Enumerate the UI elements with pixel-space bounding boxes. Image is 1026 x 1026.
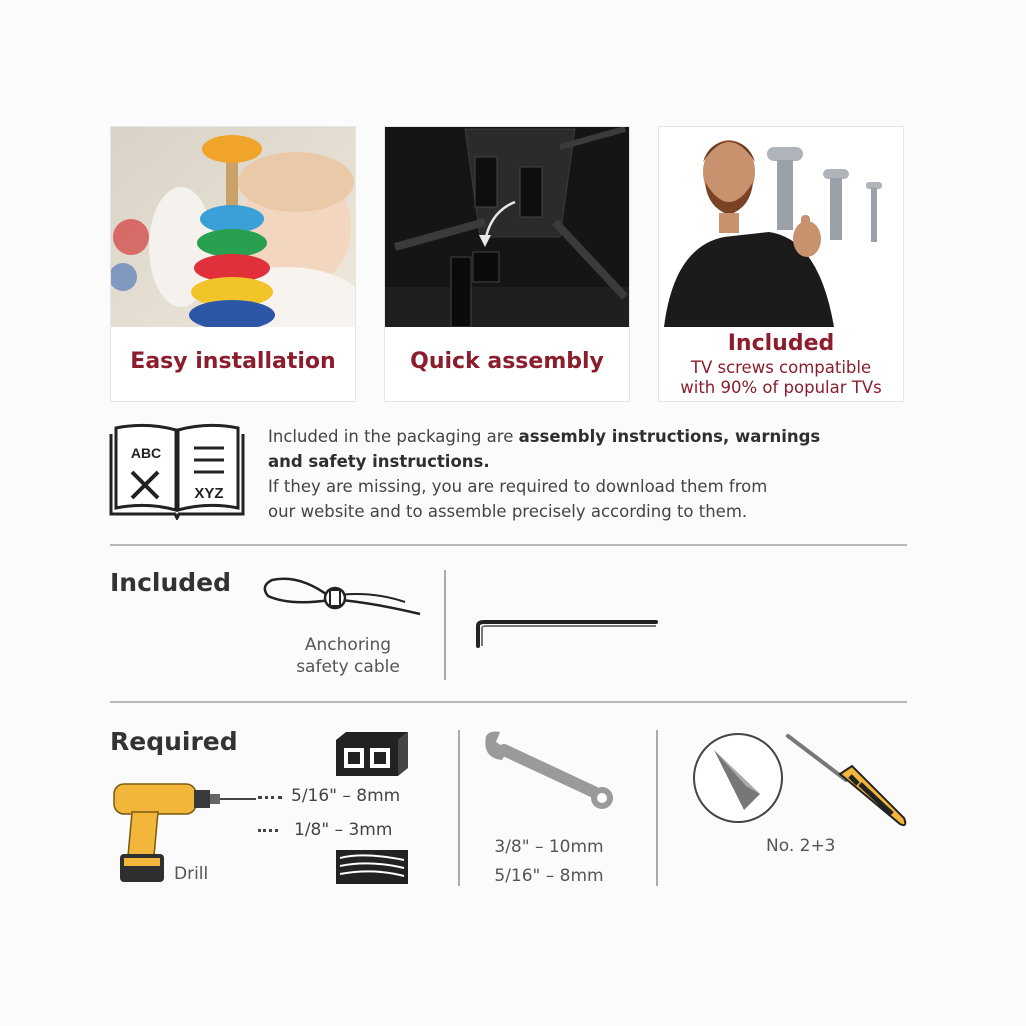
brick-wall-icon <box>334 730 410 778</box>
screwdriver-size: No. 2+3 <box>766 836 836 856</box>
wall-mount-bracket-photo <box>385 127 629 327</box>
wrench-icon <box>478 730 620 810</box>
safety-cable-label: Anchoring safety cable <box>296 635 400 677</box>
instructions-note: Included in the packaging are assembly instructions, warnings and safety instructions. If they are missing, you are required to download them from our website and to assemble precisely according to them. <box>268 427 821 521</box>
baby-stacking-toy-photo <box>111 127 355 327</box>
wrench-sizes: 3/8" – 10mm 5/16" – 8mm <box>494 837 604 886</box>
card-included-screws <box>658 126 904 402</box>
required-heading: Required <box>110 727 238 756</box>
bit-small-icon <box>258 796 282 805</box>
instruction-book-icon <box>108 422 246 520</box>
screwdriver-icon <box>784 732 914 832</box>
book-xyz-text: XYZ <box>194 485 224 502</box>
card-subtitle: TV screws compatible with 90% of popular TVs <box>680 358 882 397</box>
card-quick-assembly <box>384 126 630 402</box>
bit-size-2: 1/8" – 3mm <box>294 820 393 840</box>
divider-top <box>110 544 907 546</box>
card-title: Quick assembly <box>410 349 604 374</box>
wood-block-icon <box>334 846 410 886</box>
divider-required-2 <box>656 730 658 886</box>
man-thumbs-up-screws-photo <box>659 127 903 327</box>
card-title: Easy installation <box>130 349 336 374</box>
divider-bottom <box>110 701 907 703</box>
phillips-tip-icon <box>690 730 786 826</box>
bit-size-1: 5/16" – 8mm <box>291 786 401 806</box>
book-abc-text: ABC <box>130 445 162 461</box>
included-heading: Included <box>110 568 232 597</box>
card-title: Included <box>727 331 835 356</box>
safety-cable-icon <box>260 572 425 622</box>
allen-key-icon <box>470 612 660 652</box>
divider-included <box>444 570 446 680</box>
bit-tiny-icon <box>258 829 278 838</box>
card-easy-installation <box>110 126 356 402</box>
divider-required-1 <box>458 730 460 886</box>
drill-label: Drill <box>174 864 209 884</box>
